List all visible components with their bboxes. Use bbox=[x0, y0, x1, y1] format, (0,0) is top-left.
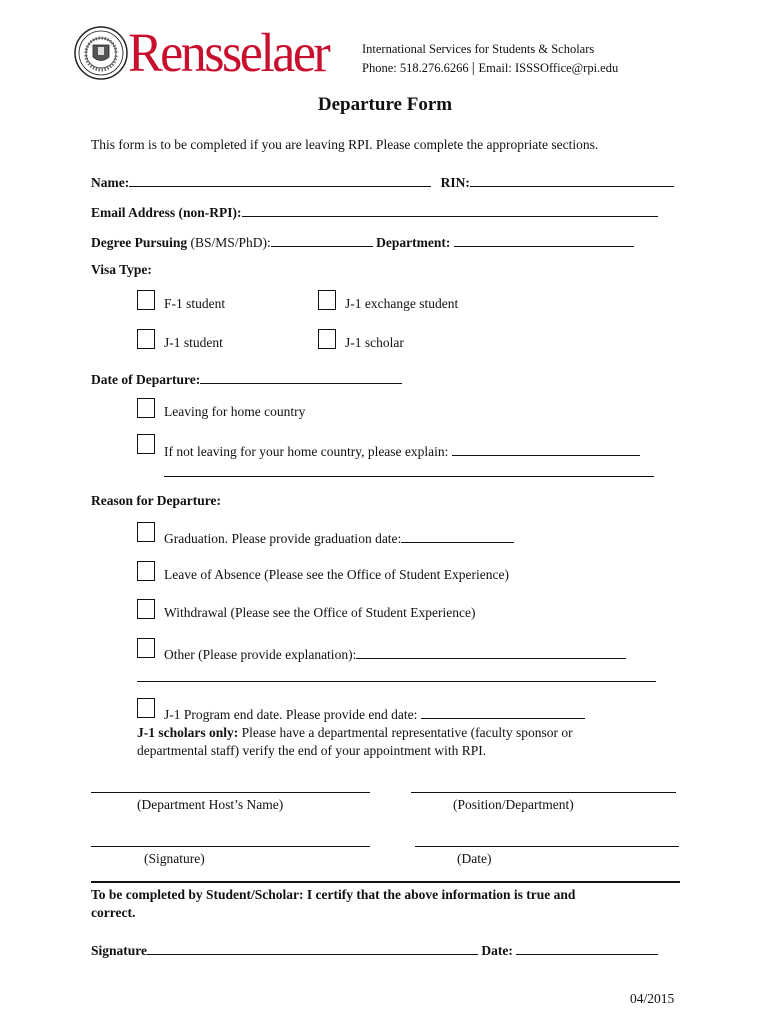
not-leaving-home-row bbox=[164, 441, 640, 460]
department-field[interactable] bbox=[454, 232, 634, 247]
reason-other-checkbox[interactable] bbox=[137, 638, 155, 658]
student-signature-field[interactable] bbox=[147, 940, 478, 955]
header-contact bbox=[362, 59, 618, 78]
certify-line-1: To be completed by Student/Scholar: I certify that the above information is true and bbox=[91, 887, 576, 902]
rpi-seal-logo bbox=[74, 26, 128, 80]
degree-row bbox=[91, 232, 634, 251]
visa-j1-exchange-checkbox[interactable] bbox=[318, 290, 336, 310]
student-date-label: Date: bbox=[481, 943, 513, 958]
host-signature-caption: (Signature) bbox=[144, 851, 205, 866]
header-phone: Phone: 518.276.6266 bbox=[362, 61, 469, 75]
visa-j1-student-label: J-1 student bbox=[164, 335, 223, 350]
name-field[interactable] bbox=[129, 172, 431, 187]
reason-graduation-checkbox[interactable] bbox=[137, 522, 155, 542]
visa-f1-label: F-1 student bbox=[164, 296, 226, 311]
j1-end-date-field[interactable] bbox=[421, 704, 585, 719]
visa-j1-student-checkbox[interactable] bbox=[137, 329, 155, 349]
j1-note-text-1: Please have a departmental representative (faculty sponsor or bbox=[238, 725, 573, 740]
email-label: Email Address (non-RPI): bbox=[91, 205, 242, 220]
visa-f1-checkbox[interactable] bbox=[137, 290, 155, 310]
student-signature-row bbox=[91, 940, 658, 959]
header-divider: | bbox=[471, 60, 479, 76]
reason-withdrawal-label: Withdrawal (Please see the Office of Student Experience) bbox=[164, 605, 476, 620]
host-name-line[interactable] bbox=[91, 792, 370, 793]
departure-date-row bbox=[91, 369, 402, 388]
not-leaving-explain-line-2[interactable] bbox=[164, 476, 654, 477]
degree-label: Degree Pursuing bbox=[91, 235, 188, 250]
certify-divider bbox=[91, 881, 680, 883]
reason-leave-label: Leave of Absence (Please see the Office of Student Experience) bbox=[164, 567, 509, 582]
rin-label: RIN: bbox=[440, 175, 470, 190]
departure-date-field[interactable] bbox=[200, 369, 402, 384]
graduation-date-field[interactable] bbox=[401, 528, 514, 543]
other-explanation-line-2[interactable] bbox=[137, 681, 656, 682]
degree-field[interactable] bbox=[271, 232, 373, 247]
student-signature-label: Signature bbox=[91, 943, 148, 958]
email-row bbox=[91, 202, 658, 221]
j1-note-bold: J-1 scholars only: bbox=[137, 725, 239, 740]
rensselaer-wordmark: Rensselaer bbox=[128, 23, 329, 84]
name-row bbox=[91, 172, 674, 191]
reason-j1-end-row bbox=[164, 704, 585, 723]
departure-date-label: Date of Departure: bbox=[91, 372, 201, 387]
host-name-caption: (Department Host’s Name) bbox=[137, 797, 284, 812]
name-label: Name: bbox=[91, 175, 130, 190]
j1-note-line-2: departmental staff) verify the end of your appointment with RPI. bbox=[137, 743, 487, 758]
intro-text: This form is to be completed if you are leaving RPI. Please complete the appropriate sections. bbox=[91, 137, 599, 152]
reason-leave-checkbox[interactable] bbox=[137, 561, 155, 581]
degree-hint: (BS/MS/PhD): bbox=[190, 235, 271, 250]
page-title: Departure Form bbox=[317, 94, 453, 115]
reason-graduation-row bbox=[164, 528, 514, 547]
department-label: Department: bbox=[376, 235, 451, 250]
visa-j1-scholar-checkbox[interactable] bbox=[318, 329, 336, 349]
student-date-field[interactable] bbox=[516, 940, 658, 955]
reason-withdrawal-checkbox[interactable] bbox=[137, 599, 155, 619]
visa-j1-scholar-label: J-1 scholar bbox=[345, 335, 404, 350]
form-version: 04/2015 bbox=[630, 991, 675, 1006]
host-signature-line[interactable] bbox=[91, 846, 370, 847]
host-date-caption: (Date) bbox=[457, 851, 492, 866]
host-position-caption: (Position/Department) bbox=[453, 797, 574, 812]
not-leaving-explain-field[interactable] bbox=[452, 441, 640, 456]
leaving-home-checkbox[interactable] bbox=[137, 398, 155, 418]
header-org: International Services for Students & Scholars bbox=[362, 42, 595, 56]
j1-note-line-1 bbox=[137, 725, 573, 741]
certify-line-2: correct. bbox=[91, 905, 136, 920]
host-date-line[interactable] bbox=[415, 846, 679, 847]
email-field[interactable] bbox=[242, 202, 658, 217]
leaving-home-label: Leaving for home country bbox=[164, 404, 306, 419]
reason-other-label: Other (Please provide explanation): bbox=[164, 647, 357, 662]
rin-field[interactable] bbox=[470, 172, 674, 187]
reason-j1-end-label: J-1 Program end date. Please provide end date: bbox=[164, 707, 418, 722]
reason-other-row bbox=[164, 644, 626, 663]
visa-type-label: Visa Type: bbox=[91, 262, 152, 277]
host-position-line[interactable] bbox=[411, 792, 676, 793]
other-explanation-field[interactable] bbox=[356, 644, 626, 659]
reason-graduation-label: Graduation. Please provide graduation date: bbox=[164, 531, 402, 546]
header-email: Email: ISSSOffice@rpi.edu bbox=[478, 61, 619, 75]
not-leaving-home-label: If not leaving for your home country, please explain: bbox=[164, 444, 449, 459]
visa-j1-exchange-label: J-1 exchange student bbox=[345, 296, 459, 311]
not-leaving-home-checkbox[interactable] bbox=[137, 434, 155, 454]
reason-j1-end-checkbox[interactable] bbox=[137, 698, 155, 718]
reason-label: Reason for Departure: bbox=[91, 493, 221, 508]
